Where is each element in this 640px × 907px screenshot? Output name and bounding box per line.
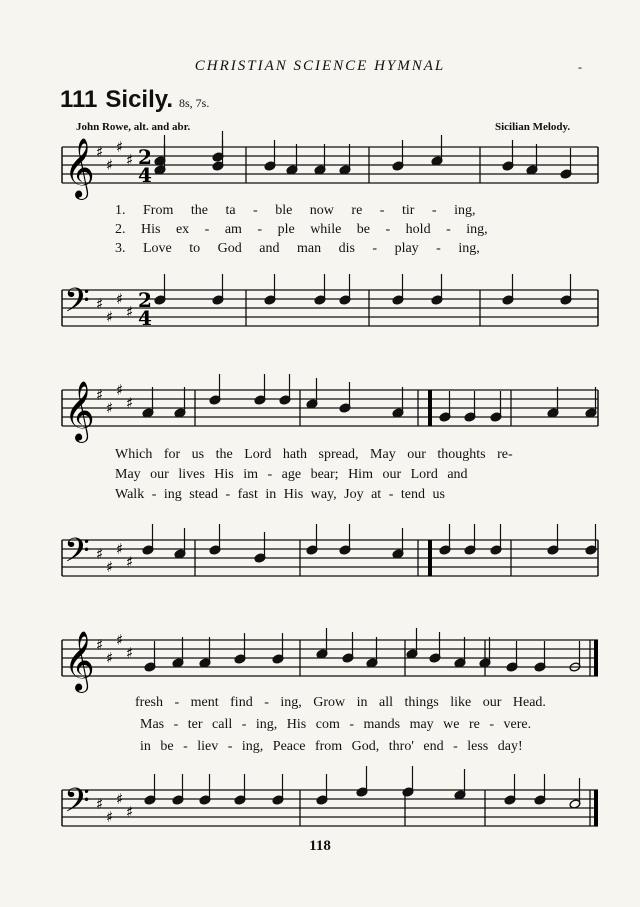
sharp-icon: ♯ <box>126 151 134 169</box>
sharp-icon: ♯ <box>106 308 114 326</box>
sharp-icon: ♯ <box>116 138 124 156</box>
sharp-icon: ♯ <box>96 636 104 654</box>
hymn-number: 111 <box>60 86 98 113</box>
verse-3-line-1: 3. Love to God and man dis - play - ing, <box>115 241 480 256</box>
sharp-icon: ♯ <box>106 558 114 576</box>
verse-3-line-3: in be - liev - ing, Peace from God, thro' end - less day! <box>140 739 523 754</box>
running-title: CHRISTIAN SCIENCE HYMNAL <box>194 58 446 74</box>
sharp-icon: ♯ <box>116 381 124 399</box>
bass-clef-icon: 𝄢 <box>64 782 90 828</box>
treble-clef-icon: 𝄞 <box>64 631 95 691</box>
treble-clef-icon: 𝄞 <box>64 138 95 198</box>
sharp-icon: ♯ <box>96 795 104 813</box>
sharp-icon: ♯ <box>126 644 134 662</box>
sharp-icon: ♯ <box>106 649 114 667</box>
verse-1-line-2: Which for us the Lord hath spread, May our thoughts re- <box>115 447 513 462</box>
meter: 8s, 7s. <box>179 96 210 110</box>
system-1-bass-staff <box>0 278 640 338</box>
section-bar <box>428 390 432 426</box>
verse-2-line-1: 2. His ex - am - ple while be - hold - ing, <box>115 222 488 237</box>
sharp-icon: ♯ <box>116 540 124 558</box>
sharp-icon: ♯ <box>126 303 134 321</box>
bass-clef-icon: 𝄢 <box>64 532 90 578</box>
sharp-icon: ♯ <box>126 394 134 412</box>
system-1-treble-staff <box>0 135 640 198</box>
sharp-icon: ♯ <box>96 143 104 161</box>
final-bar-thick <box>594 640 598 676</box>
sharp-icon: ♯ <box>116 290 124 308</box>
sharp-icon: ♯ <box>96 295 104 313</box>
verse-2-line-3: Mas - ter call - ing, His com - mands may we re - vere. <box>140 717 532 732</box>
sharp-icon: ♯ <box>96 386 104 404</box>
time-sig-top: 2 <box>138 145 152 169</box>
sharp-icon: ♯ <box>96 545 104 563</box>
sharp-icon: ♯ <box>106 156 114 174</box>
system-2-treble-staff <box>0 378 640 441</box>
time-sig-bottom: 4 <box>138 163 152 187</box>
author-credit: John Rowe, alt. and abr. <box>76 121 191 133</box>
system-3-bass-staff <box>0 778 640 838</box>
bass-clef-icon: 𝄢 <box>64 282 90 328</box>
hymn-title <box>60 86 209 114</box>
final-bar-thick <box>594 790 598 826</box>
system-2-bass-staff <box>0 528 640 588</box>
sharp-icon: ♯ <box>126 553 134 571</box>
treble-clef-icon: 𝄞 <box>64 381 95 441</box>
sharp-icon: ♯ <box>106 399 114 417</box>
section-bar <box>428 540 432 576</box>
music-credit: Sicilian Melody. <box>495 121 571 133</box>
system-3-treble-staff <box>0 628 640 691</box>
header-dash: - <box>578 60 582 74</box>
sharp-icon: ♯ <box>106 808 114 826</box>
sharp-icon: ♯ <box>126 803 134 821</box>
verse-3-line-2: Walk - ing stead - fast in His way, Joy at - tend us <box>115 487 445 502</box>
verse-2-line-2: May our lives His im - age bear; Him our Lord and <box>115 467 468 482</box>
time-sig-bottom: 4 <box>138 306 152 330</box>
sharp-icon: ♯ <box>116 631 124 649</box>
page-number: 118 <box>309 838 331 854</box>
time-sig-top: 2 <box>138 288 152 312</box>
verse-1-line-3: fresh - ment find - ing, Grow in all things like our Head. <box>135 695 546 710</box>
verse-1-line-1: 1. From the ta - ble now re - tir - ing, <box>115 203 476 218</box>
sharp-icon: ♯ <box>116 790 124 808</box>
tune-name: Sicily. <box>105 86 173 113</box>
